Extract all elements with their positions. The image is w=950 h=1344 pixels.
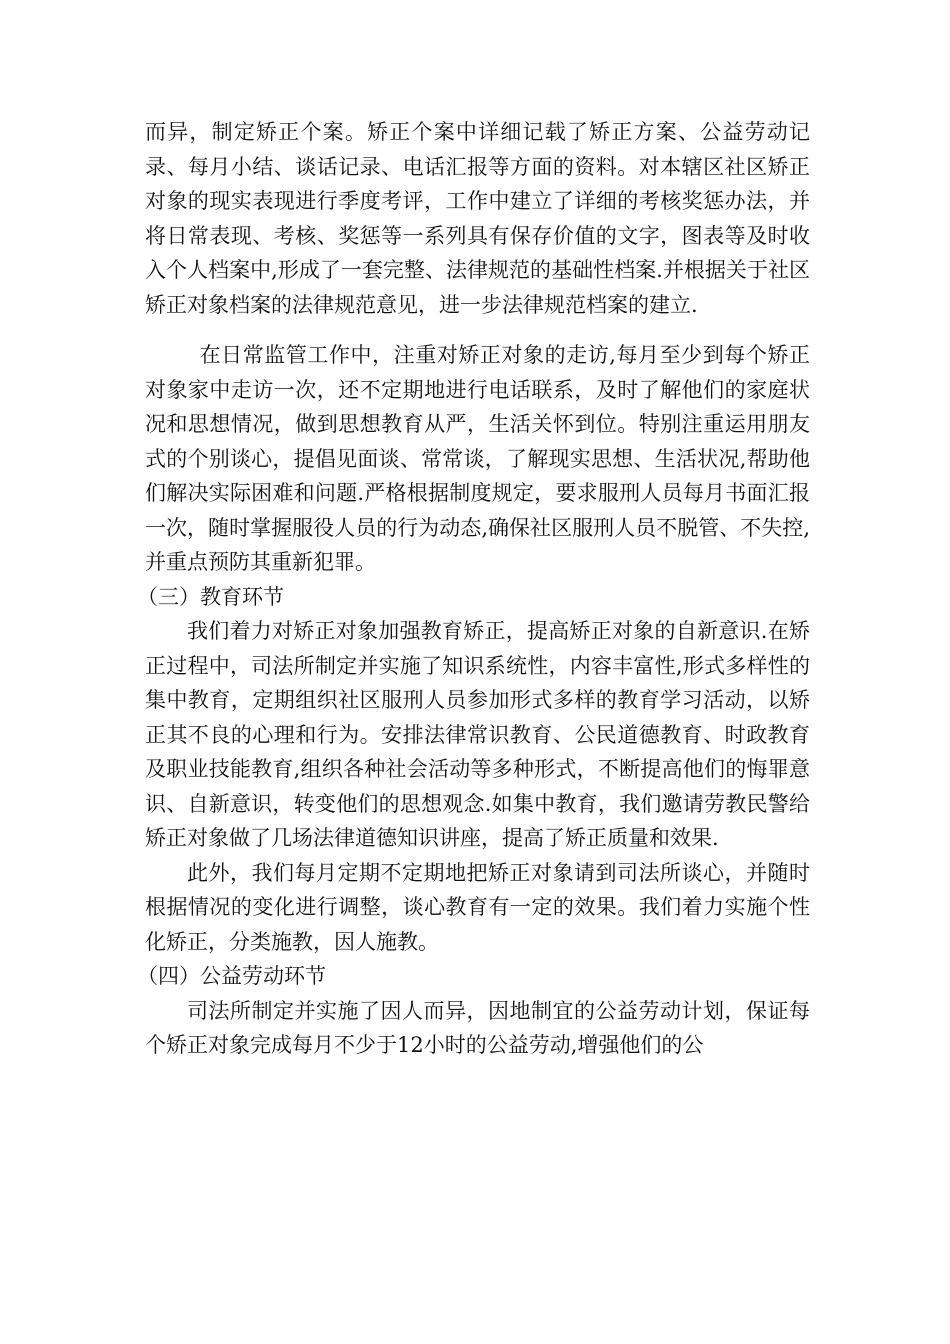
paragraph-talks: 此外，我们每月定期不定期地把矫正对象请到司法所谈心，并随时根据情况的变化进行调整，谈心教育有一定的效果。我们着力实施个性化矫正，分类施教，因人施教。 xyxy=(145,860,810,954)
document-page xyxy=(137,115,810,1063)
section-heading-education: （三）教育环节 xyxy=(137,584,284,609)
paragraph-public-labor: 司法所制定并实施了因人而异，因地制宜的公益劳动计划，保证每个矫正对象完成每月不少于12小时的公益劳动,增强他们的公 xyxy=(145,998,810,1057)
paragraph-supervision: 在日常监管工作中，注重对矫正对象的走访,每月至少到每个矫正对象家中走访一次，还不定期地进行电话联系，及时了解他们的家庭状况和思想情况，做到思想教育从严，生活关怀到位。特别注重运用朋友式的个别谈心，提倡见面谈、常常谈，了解现实思想、生活状况,帮助他们解决实际困难和问题.严格根据制度规定，要求服刑人员每月书面汇报一次，随时掌握服役人员的行为动态,确保社区服刑人员不脱管、不失控,并重点预防其重新犯罪。 xyxy=(145,343,810,574)
paragraph-archives: 而异，制定矫正个案。矫正个案中详细记载了矫正方案、公益劳动记录、每月小结、谈话记录、电话汇报等方面的资料。对本辖区社区矫正对象的现实表现进行季度考评，工作中建立了详细的考核奖惩办法，并将日常表现、考核、奖惩等一系列具有保存价值的文字，图表等及时收入个人档案中,形成了一套完整、法律规范的基础性档案.并根据关于社区矫正对象档案的法律规范意见，进一步法律规范档案的建立. xyxy=(145,120,810,317)
paragraph-education: 我们着力对矫正对象加强教育矫正，提高矫正对象的自新意识.在矫正过程中，司法所制定并实施了知识系统性，内容丰富性,形式多样性的集中教育，定期组织社区服刑人员参加形式多样的教育学习活动，以矫正其不良的心理和行为。安排法律常识教育、公民道德教育、时政教育及职业技能教育,组织各种社会活动等多种形式，不断提高他们的悔罪意识、自新意识，转变他们的思想观念.如集中教育，我们邀请劳教民警给矫正对象做了几场法律道德知识讲座，提高了矫正质量和效果. xyxy=(145,619,810,850)
section-heading-public-labor: （四）公益劳动环节 xyxy=(137,964,326,988)
